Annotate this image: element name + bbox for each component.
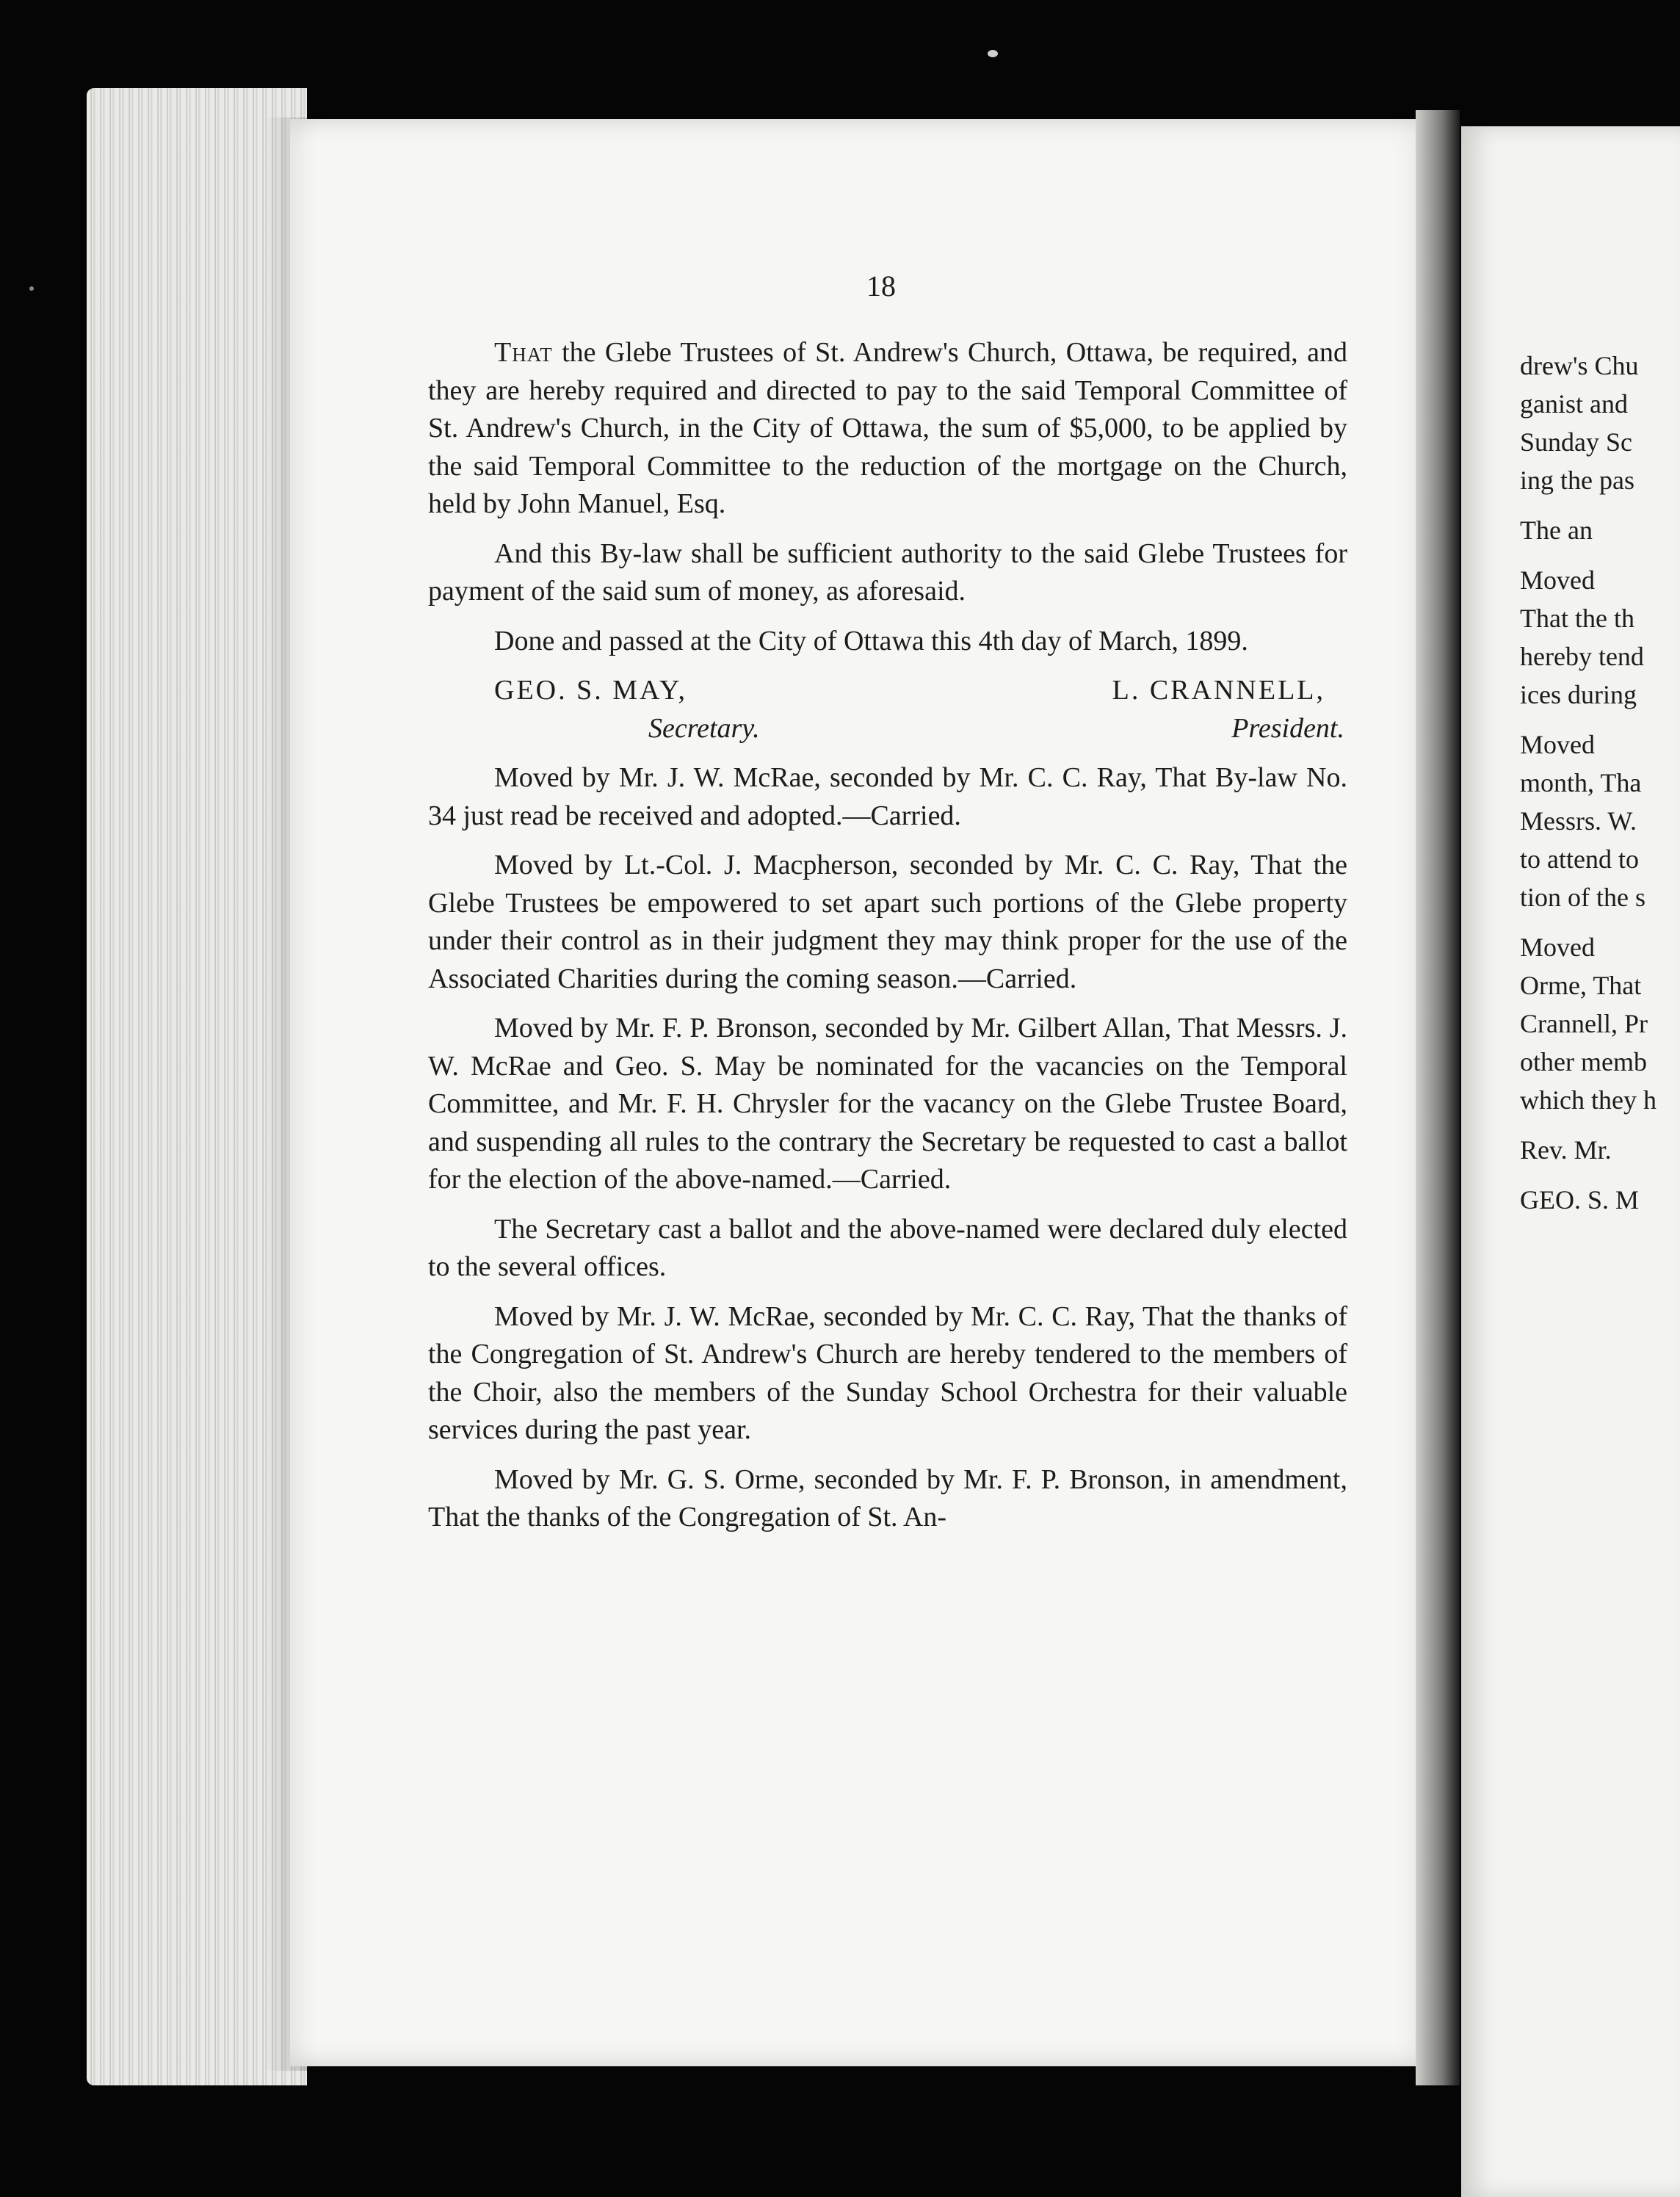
right-page-line: which they h bbox=[1520, 1085, 1657, 1115]
motion-paragraph: Moved by Mr. G. S. Orme, seconded by Mr. F. P. Bronson, in amendment, That the thanks of the Congregation of St. An- bbox=[428, 1463, 1347, 1532]
motion-paragraph: Moved by Mr. J. W. McRae, seconded by Mr. C. C. Ray, That By-law No. 34 just read be received and adopted.—Carried. bbox=[428, 762, 1347, 831]
signature-titles bbox=[428, 710, 1347, 748]
page-number: 18 bbox=[866, 269, 896, 303]
right-page-line: Crannell, Pr bbox=[1520, 1009, 1648, 1038]
motion-paragraph: Moved by Lt.-Col. J. Macpherson, seconded by Mr. C. C. Ray, That the Glebe Trustees be empowered to set apart such portions of the Glebe property under their control as in their judgment they may think proper for the use of the Associated Charities during the coming season.—Carried. bbox=[428, 850, 1347, 994]
line-gap bbox=[1520, 1169, 1680, 1181]
right-page-line: That the th bbox=[1520, 604, 1634, 633]
right-page-line: Moved bbox=[1520, 730, 1595, 759]
right-page-line: month, Tha bbox=[1520, 768, 1642, 797]
right-page-line: Moved bbox=[1520, 565, 1595, 595]
right-page-line: Moved bbox=[1520, 933, 1595, 962]
right-page-line: ing the pas bbox=[1520, 466, 1634, 495]
right-page-line: The an bbox=[1520, 515, 1593, 545]
dust-speck bbox=[29, 286, 34, 291]
right-page-line: to attend to bbox=[1520, 844, 1639, 874]
right-page-line: ices during bbox=[1520, 680, 1637, 709]
right-page-line: tion of the s bbox=[1520, 883, 1645, 912]
line-gap bbox=[1520, 1119, 1680, 1131]
right-page-line: Rev. Mr. bbox=[1520, 1135, 1612, 1165]
lead-word: That bbox=[494, 337, 553, 368]
signature-names bbox=[428, 672, 1347, 710]
right-page-line: GEO. S. M bbox=[1520, 1185, 1640, 1215]
right-page-line: hereby tend bbox=[1520, 642, 1644, 671]
paragraph-text: the Glebe Trustees of St. Andrew's Church, Ottawa, be required, and they are hereby required and directed to pay to the said Temporal Committee of St. Andrew's Church, in the City of Ottawa, the sum of $5,000, to be applied by the said Temporal Committee to the reduction of the mortgage on the Church, held by John Manuel, Esq. bbox=[428, 337, 1347, 519]
motion-paragraph: Moved by Mr. F. P. Bronson, seconded by Mr. Gilbert Allan, That Messrs. J. W. McRae and Geo. S. May be nominated for the vacancies on the Temporal Committee, and Mr. F. H. Chrysler for the vacancy on the Glebe Trustee Board, and suspending all rules to the contrary the Secretary be requested to cast a ballot for the election of the above-named.—Carried. bbox=[428, 1013, 1347, 1195]
paragraph bbox=[428, 334, 1347, 524]
line-gap bbox=[1520, 499, 1680, 511]
president-title: President. bbox=[1231, 712, 1344, 744]
right-page-line: Orme, That bbox=[1520, 971, 1642, 1000]
president-name: L. CRANNELL, bbox=[1112, 675, 1325, 706]
secretary-name: GEO. S. MAY, bbox=[494, 675, 688, 706]
line-gap bbox=[1520, 714, 1680, 725]
line-gap bbox=[1520, 549, 1680, 561]
right-page-line: other memb bbox=[1520, 1047, 1647, 1076]
right-page-line: Sunday Sc bbox=[1520, 427, 1632, 457]
paragraph: And this By-law shall be sufficient authority to the said Glebe Trustees for payment of the said sum of money, as aforesaid. bbox=[428, 538, 1347, 607]
dust-speck bbox=[988, 50, 998, 57]
line-gap bbox=[1520, 916, 1680, 928]
paragraph: Done and passed at the City of Ottawa this 4th day of March, 1899. bbox=[494, 625, 1248, 656]
book-gutter bbox=[1416, 110, 1460, 2085]
right-page-text bbox=[1520, 347, 1680, 1219]
right-page-line: Messrs. W. bbox=[1520, 806, 1637, 836]
right-page-line: drew's Chu bbox=[1520, 351, 1639, 380]
right-page-line: ganist and bbox=[1520, 389, 1628, 419]
left-page-text bbox=[428, 334, 1347, 1549]
motion-paragraph: The Secretary cast a ballot and the above-named were declared duly elected to the several offices. bbox=[428, 1213, 1347, 1282]
secretary-title: Secretary. bbox=[648, 712, 760, 744]
motion-paragraph: Moved by Mr. J. W. McRae, seconded by Mr. C. C. Ray, That the thanks of the Congregation of St. Andrew's Church are hereby tendered to the members of the Choir, also the members of the Sunday School Orchestra for their valuable services during the past year. bbox=[428, 1300, 1347, 1445]
